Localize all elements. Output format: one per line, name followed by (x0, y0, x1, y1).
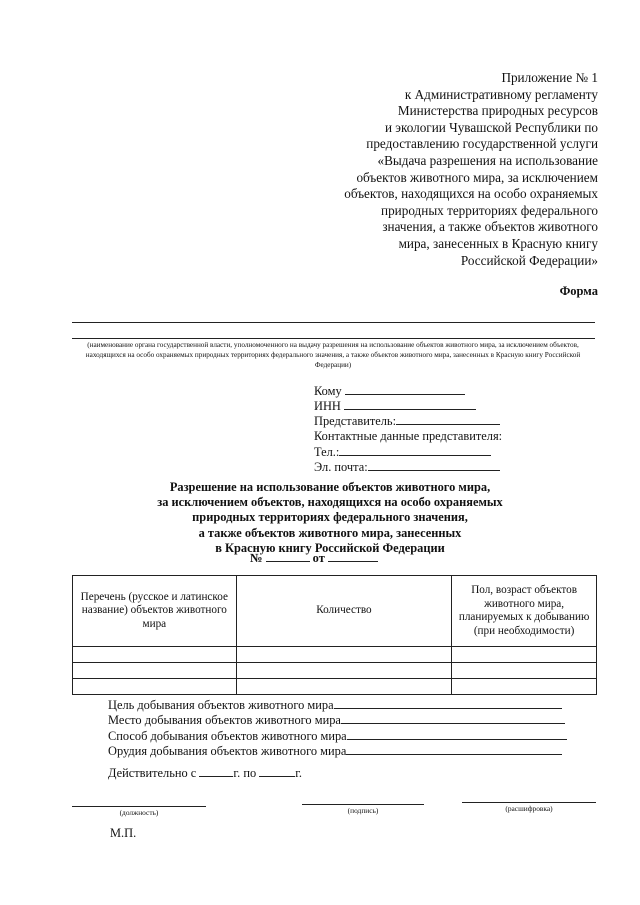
appendix-line: объектов, находящихся на особо охраняемых (344, 186, 598, 202)
appendix-line: «Выдача разрешения на использование (377, 152, 598, 168)
place-label: Место добывания объектов животного мира (108, 713, 341, 728)
validity-to: по (243, 766, 257, 780)
appendix-line: Министерства природных ресурсов (397, 103, 598, 119)
table-cell[interactable] (236, 679, 452, 695)
validity-prefix: Действительно с (108, 766, 197, 780)
appendix-line: мира, занесенных в Красную книгу (398, 235, 598, 251)
number-sign: № (250, 551, 263, 565)
permit-title (110, 480, 550, 556)
table-cell[interactable] (73, 679, 237, 695)
place-line (108, 712, 567, 727)
year-suffix: г. (295, 766, 303, 780)
from-label: от (312, 551, 325, 565)
place-input[interactable] (341, 712, 565, 724)
animals-table (72, 575, 597, 695)
appendix-line: значения, а также объектов животного (382, 219, 598, 235)
header-species: Перечень (русское и латинское название) объектов животного мира (73, 576, 237, 647)
title-line: природных территориях федерального значения, (192, 510, 468, 525)
decoding-line[interactable] (462, 802, 596, 803)
email-field (314, 459, 614, 474)
inn-field (314, 398, 614, 413)
email-input[interactable] (368, 459, 500, 471)
inn-input[interactable] (344, 398, 476, 410)
to-input[interactable] (345, 383, 465, 395)
contacts-field (314, 429, 614, 444)
decoding-caption: (расшифровка) (505, 804, 553, 813)
to-label: Кому (314, 384, 342, 398)
header-quantity: Количество (236, 576, 452, 647)
appendix-line: предоставлению государственной услуги (366, 136, 598, 152)
valid-from-input[interactable] (199, 765, 233, 777)
appendix-line: Российской Федерации» (460, 252, 598, 268)
contacts-label: Контактные данные представителя: (314, 428, 503, 443)
table-header-row (73, 576, 597, 647)
year-suffix: г. (233, 766, 241, 780)
signature-caption: (подпись) (347, 806, 379, 815)
table-cell[interactable] (452, 663, 597, 679)
position-line[interactable] (72, 806, 206, 807)
representative-label: Представитель: (314, 414, 397, 429)
title-line: Разрешение на использование объектов животного мира, (169, 480, 491, 494)
tools-input[interactable] (346, 743, 562, 755)
table-row (73, 679, 597, 695)
position-caption: (должность) (119, 808, 159, 817)
valid-to-input[interactable] (259, 765, 295, 777)
number-input[interactable] (266, 550, 310, 562)
org-name-line-2[interactable] (72, 338, 595, 339)
table-cell[interactable] (236, 663, 452, 679)
validity-line (108, 765, 302, 781)
representative-input[interactable] (396, 413, 500, 425)
table-cell[interactable] (73, 647, 237, 663)
phone-label: Тел.: (314, 444, 340, 459)
table-row (73, 647, 597, 663)
method-label: Способ добывания объектов животного мира (108, 728, 347, 743)
email-label: Эл. почта: (314, 459, 368, 474)
title-line: в Красную книгу Российской Федерации (215, 540, 445, 555)
tools-line (108, 743, 567, 758)
form-label: Форма (559, 284, 598, 298)
appendix-line: Приложение № 1 (501, 70, 598, 85)
header-sex-age: Пол, возраст объектов животного мира, планируемых к добыванию (при необходимости) (452, 576, 597, 647)
purpose-label: Цель добывания объектов животного мира (108, 698, 334, 712)
to-field (314, 383, 614, 398)
recipient-block (314, 383, 614, 474)
table-cell[interactable] (452, 647, 597, 663)
phone-input[interactable] (339, 444, 491, 456)
appendix-line: и экологии Чувашской Республики по (384, 119, 598, 135)
appendix-line: природных территориях федерального (381, 202, 598, 218)
method-line (108, 728, 567, 743)
phone-field (314, 444, 614, 459)
org-name-line-1[interactable] (72, 322, 595, 323)
purpose-line (108, 697, 567, 712)
title-line: а также объектов животного мира, занесенных (198, 525, 462, 540)
tools-label: Орудия добывания объектов животного мира (108, 744, 347, 759)
inn-label: ИНН (314, 399, 341, 414)
seal-place: М.П. (110, 826, 137, 840)
table-cell[interactable] (236, 647, 452, 663)
hunting-details (108, 697, 567, 759)
purpose-input[interactable] (334, 697, 562, 709)
appendix-header (308, 70, 598, 269)
appendix-line: объектов животного мира, за исключением (356, 169, 598, 185)
table-row (73, 663, 597, 679)
signature-line[interactable] (302, 804, 424, 805)
table-cell[interactable] (452, 679, 597, 695)
table-cell[interactable] (73, 663, 237, 679)
org-caption: (наименование органа государственной власти, уполномоченного на выдачу разрешения на использование объектов животного мира, за исключением объектов, находящихся на особо охраняемых природных территориях федерального значения, а также объектов животного мира, занесенных в Красную книгу Российской Федерации) (85, 341, 581, 369)
date-input[interactable] (328, 550, 378, 562)
method-input[interactable] (347, 728, 567, 740)
representative-field (314, 413, 614, 428)
permit-number (250, 550, 378, 566)
title-line: за исключением объектов, находящихся на особо охраняемых (157, 495, 503, 510)
appendix-line: к Административному регламенту (404, 86, 598, 102)
